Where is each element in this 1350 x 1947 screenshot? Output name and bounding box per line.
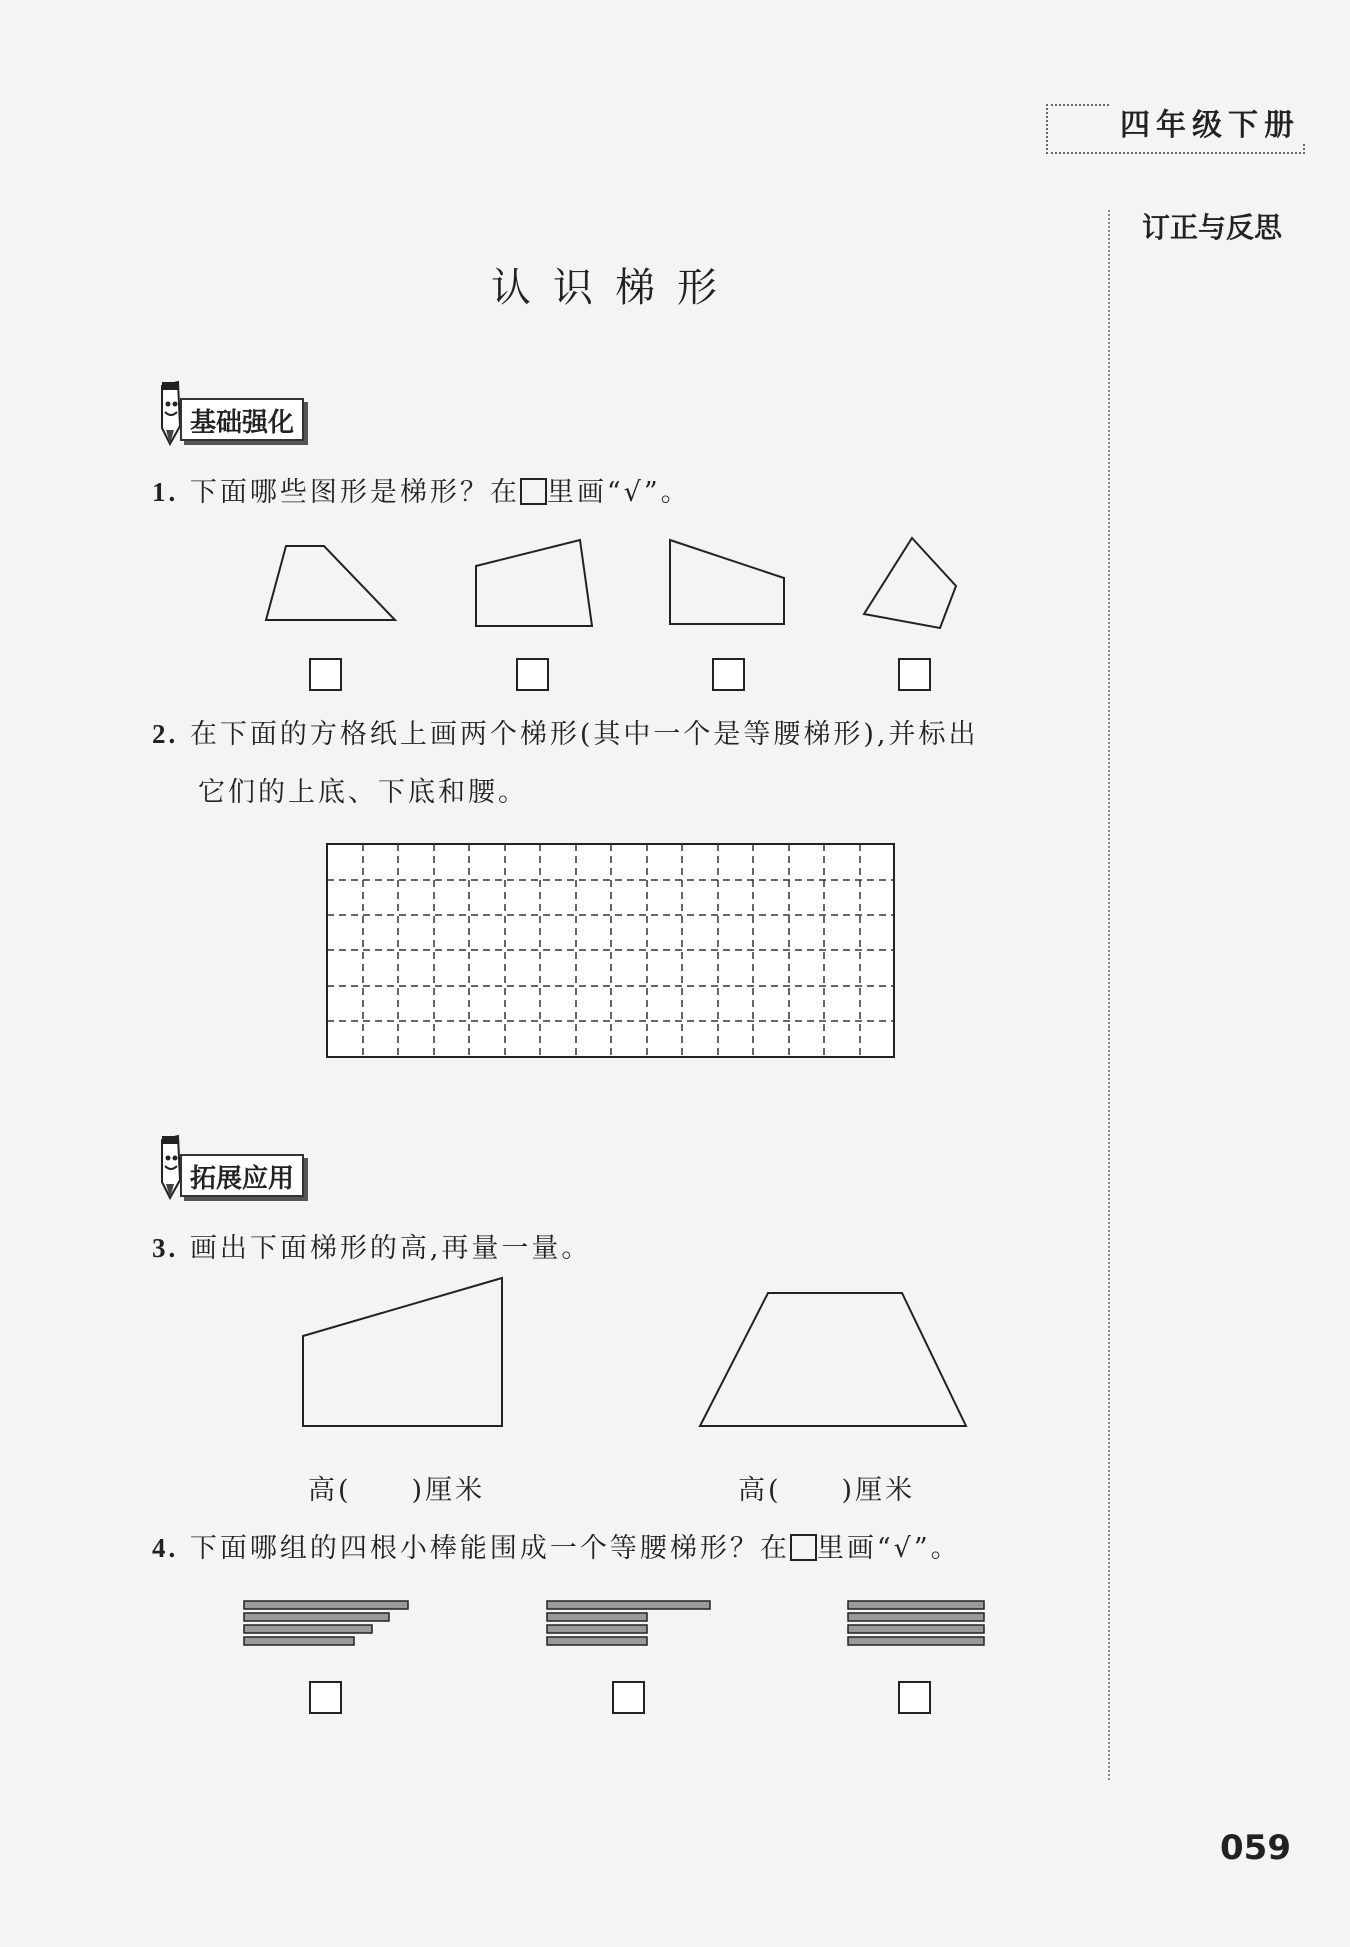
margin-divider: [1108, 210, 1110, 1780]
question-text: 下面哪些图形是梯形？在: [189, 477, 520, 508]
answer-box-sample: [790, 1534, 817, 1561]
shape-trapezoid-3: [670, 540, 784, 624]
question-text: 在下面的方格纸上画两个梯形(其中一个是等腰梯形),并标出: [189, 719, 979, 750]
question-text: 画出下面梯形的高,再量一量。: [189, 1233, 592, 1264]
stick-group-2: [547, 1601, 710, 1645]
right-trapezoid: [303, 1278, 502, 1426]
shape-quadrilateral-4: [864, 538, 956, 628]
question-number: 3.: [152, 1233, 179, 1263]
page-title: 认识梯形: [491, 265, 739, 311]
question-3: [152, 1226, 591, 1265]
shape-trapezoid-1: [266, 546, 395, 620]
checkbox-sticks-2[interactable]: [612, 1681, 645, 1714]
checkbox-shape-4[interactable]: [898, 658, 931, 691]
isosceles-trapezoid: [700, 1293, 966, 1426]
checkbox-sticks-1[interactable]: [309, 1681, 342, 1714]
question-number: 1.: [152, 477, 179, 507]
question-2: [152, 712, 979, 751]
correction-reflection-title: 订正与反思: [1142, 211, 1283, 244]
section-extended-label: 拓展应用: [180, 1154, 304, 1197]
grade-label: 四年级下册: [1110, 100, 1310, 144]
question-text-end: 里画“√”。: [546, 477, 691, 508]
checkbox-shape-2[interactable]: [516, 658, 549, 691]
height-answer-2[interactable]: 高( )厘米: [738, 1475, 916, 1506]
grid-paper: [327, 844, 894, 1057]
stick-group-1: [244, 1601, 408, 1645]
stick-group-3: [848, 1601, 984, 1645]
question-text-end: 里画“√”。: [816, 1533, 961, 1564]
question-text: 下面哪组的四根小棒能围成一个等腰梯形？在: [189, 1533, 790, 1564]
height-answer-1[interactable]: 高( )厘米: [308, 1475, 486, 1506]
checkbox-shape-1[interactable]: [309, 658, 342, 691]
section-basic-label: 基础强化: [180, 398, 304, 441]
question-number: 4.: [152, 1533, 179, 1563]
checkbox-sticks-3[interactable]: [898, 1681, 931, 1714]
question-number: 2.: [152, 719, 179, 749]
question-4: [152, 1526, 961, 1565]
page-number: 059: [1220, 1828, 1291, 1868]
question-2-line2: 它们的上底、下底和腰。: [198, 777, 528, 808]
checkbox-shape-3[interactable]: [712, 658, 745, 691]
shape-quadrilateral-2: [476, 540, 592, 626]
